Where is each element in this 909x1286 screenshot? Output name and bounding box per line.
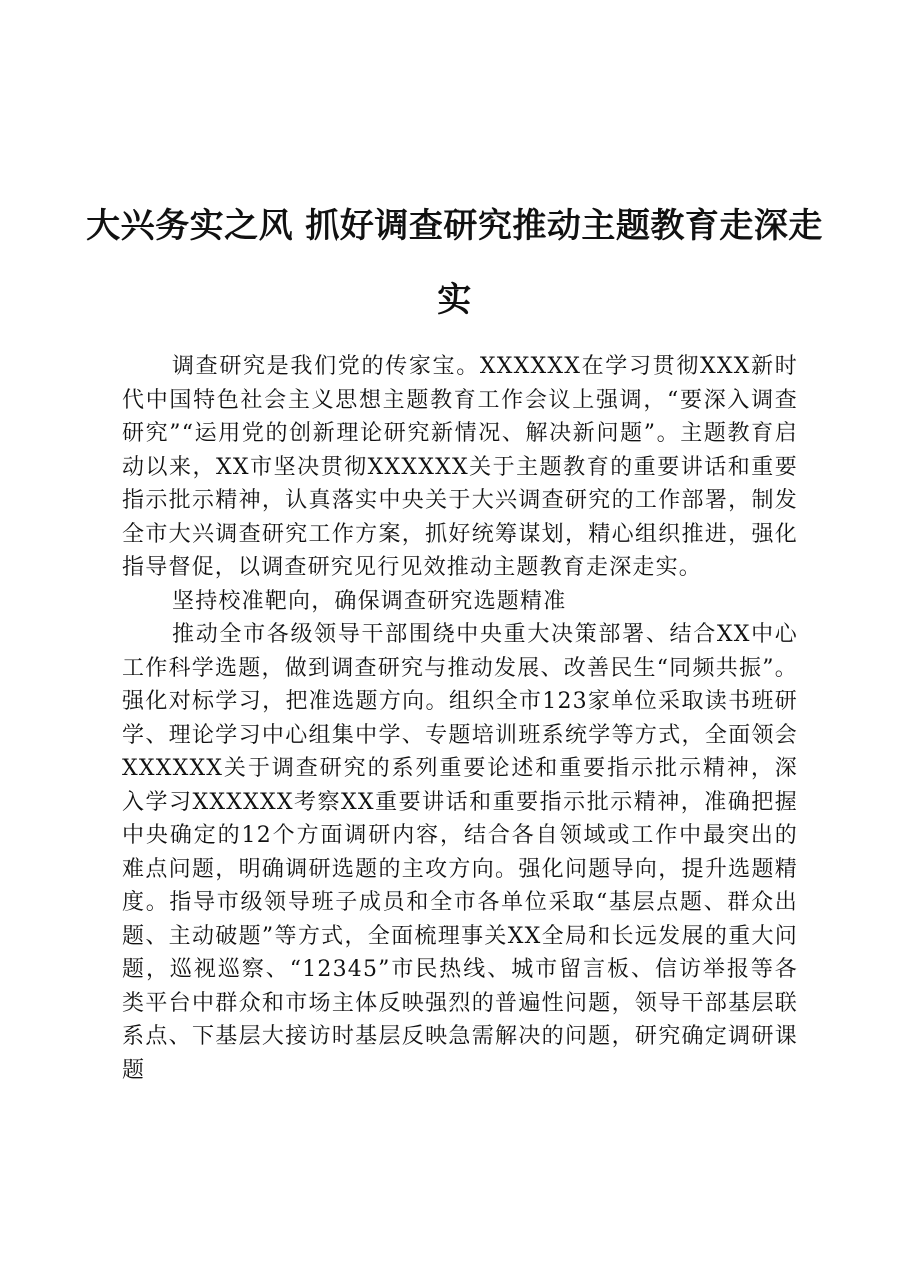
document-body bbox=[122, 350, 798, 1087]
document-title: 大兴务实之风 抓好调查研究推动主题教育走深走实 bbox=[86, 205, 823, 320]
paragraph-intro: 调查研究是我们党的传家宝。XXXXXX在学习贯彻XXX新时代中国特色社会主义思想主题教育工作会议上强调，“要深入调查研究”“运用党的创新理论研究新情况、解决新问题”。主题教育启动以来，XX市坚决贯彻XXXXXX关于主题教育的重要讲话和重要指示批示精神，认真落实中央关于大兴调查研究的工作部署，制发全市大兴调查研究工作方案，抓好统筹谋划，精心组织推进，强化指导督促，以调查研究见行见效推动主题教育走深走实。 bbox=[122, 354, 798, 580]
paragraph-section-1: 推动全市各级领导干部围绕中央重大决策部署、结合XX中心工作科学选题，做到调查研究与推动发展、改善民生“同频共振”。强化对标学习，把准选题方向。组织全市123家单位采取读书班研学、理论学习中心组集中学、专题培训班系统学等方式，全面领会XXXXXX关于调查研究的系列重要论述和重要指示批示精神，深入学习XXXXXX考察XX重要讲话和重要指示批示精神，准确把握中央确定的12个方面调研内容，结合各自领域或工作中最突出的难点问题，明确调研选题的主攻方向。强化问题导向，提升选题精度。指导市级领导班子成员和全市各单位采取“基层点题、群众出题、主动破题”等方式，全面梳理事关XX全局和长远发展的重大问题，巡视巡察、“12345”市民热线、城市留言板、信访举报等各类平台中群众和市场主体反映强烈的普遍性问题，领导干部基层联系点、下基层大接访时基层反映急需解决的问题，研究确定调研课题 bbox=[122, 622, 798, 1083]
section-heading: 坚持校准靶向，确保调查研究选题精准 bbox=[172, 588, 567, 614]
